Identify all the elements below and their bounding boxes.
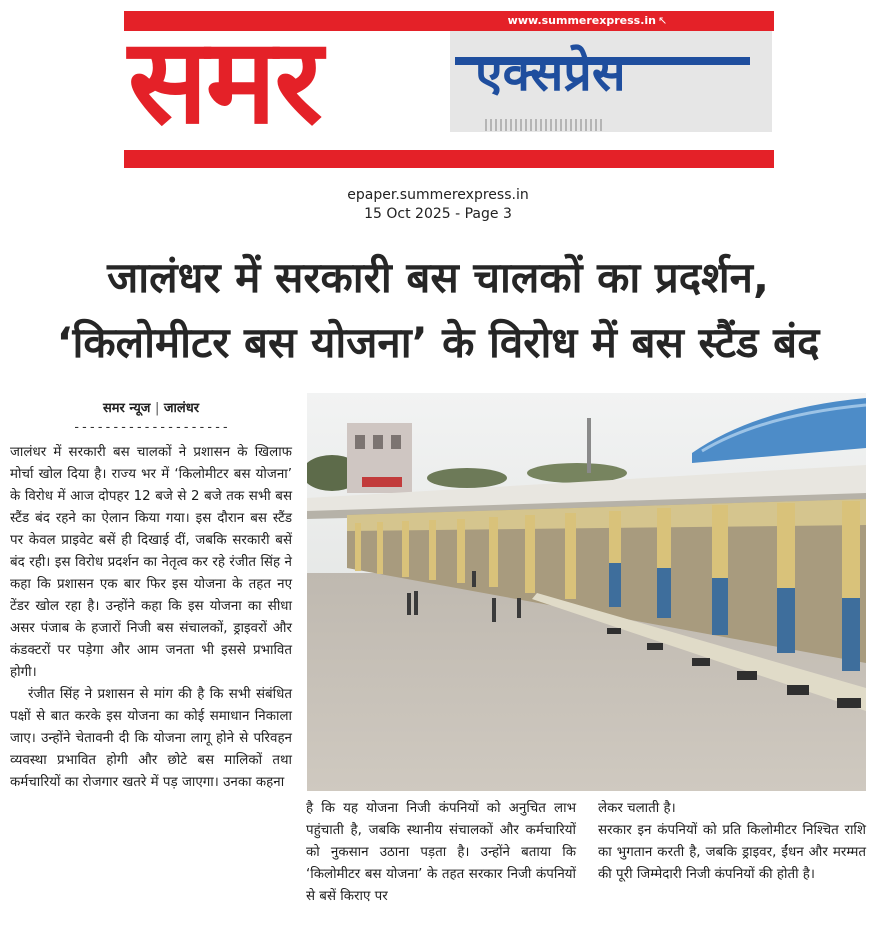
byline-source: समर न्यूज (102, 401, 151, 416)
article-paragraph: सरकार इन कंपनियों को प्रति किलोमीटर निश्चित राशि का भुगतान करती है, जबकि ड्राइवर, ईंधन और मरम्मत की पूरी जिम्मेदारी निजी कंपनियों की होती है। (598, 823, 866, 882)
epaper-site: epaper.summerexpress.in (347, 187, 529, 203)
logo-main-wordmark: समर (128, 11, 321, 150)
article-column-3 (598, 798, 866, 886)
logo-decorative-stripes (485, 119, 605, 131)
bus-stand-illustration (307, 393, 866, 791)
epaper-date: 15 Oct 2025 - Page 3 (364, 206, 512, 222)
masthead-bottom-bar (124, 150, 774, 168)
byline-place: जालंधर (163, 401, 200, 416)
logo-sub-wordmark: एक्सप्रेस (475, 44, 626, 102)
masthead-url: www.summerexpress.in (507, 14, 656, 27)
article-paragraph: जालंधर में सरकारी बस चालकों ने प्रशासन के खिलाफ मोर्चा खोल दिया है। राज्य भर में ‘किलोमीटर बस योजना’ के विरोध में आज दोपहर 12 बजे से 2 बजे तक सभी बस स्टैंड बंद रहने का ऐलान किया गया। इस दौरान बस स्टैंड पर केवल प्राइवेट बसें ही दिखाई दीं, जबकि सरकारी बसें बंद रही। इस विरोध प्रदर्शन का नेतृत्व कर रहे रंजीत सिंह ने कहा कि प्रशासन एक बार फिर इस योजना के तहत नए टेंडर खोल रहा है। उन्होंने कहा कि इस योजना का सीधा असर पंजाब के हजारों निजी बस संचालकों, ड्राइवरों और कंडक्टरों पर पड़ेगा और आम जनता भी इससे प्रभावित होगी। (10, 445, 292, 680)
byline-dash-rule: -------------------- (72, 420, 230, 435)
article-column-2 (306, 798, 576, 908)
byline (10, 398, 292, 416)
cursor-arrow-icon: ↖ (658, 14, 668, 27)
article-paragraph: लेकर चलाती है। (598, 801, 676, 816)
article-paragraph: है कि यह योजना निजी कंपनियों को अनुचित लाभ पहुंचाती है, जबकि स्थानीय संचालकों और कर्मचारियों को नुकसान उठाना पड़ता है। उन्होंने बताया कि ‘किलोमीटर बस योजना’ के तहत सरकार निजी कंपनियों से बसें किराए पर (306, 801, 576, 904)
article-column-1 (10, 442, 292, 794)
article-paragraph: रंजीत सिंह ने प्रशासन से मांग की है कि सभी संबंधित पक्षों से बात करके इस योजना का कोई समाधान निकाला जाए। उन्होंने चेतावनी दी कि योजना लागू होने से परिवहन व्यवस्था प्रभावित होगी और छोटे बस मालिकों तथा कर्मचारियों का रोजगार खतरे में पड़ जाएगा। उनका कहना (10, 687, 292, 790)
headline-line-2: ‘किलोमीटर बस योजना’ के विरोध में बस स्टैंड बंद (56, 318, 820, 367)
bus-stand-photo (307, 393, 866, 791)
byline-separator: | (154, 401, 160, 416)
headline-line-1: जालंधर में सरकारी बस चालकों का प्रदर्शन, (107, 253, 769, 302)
